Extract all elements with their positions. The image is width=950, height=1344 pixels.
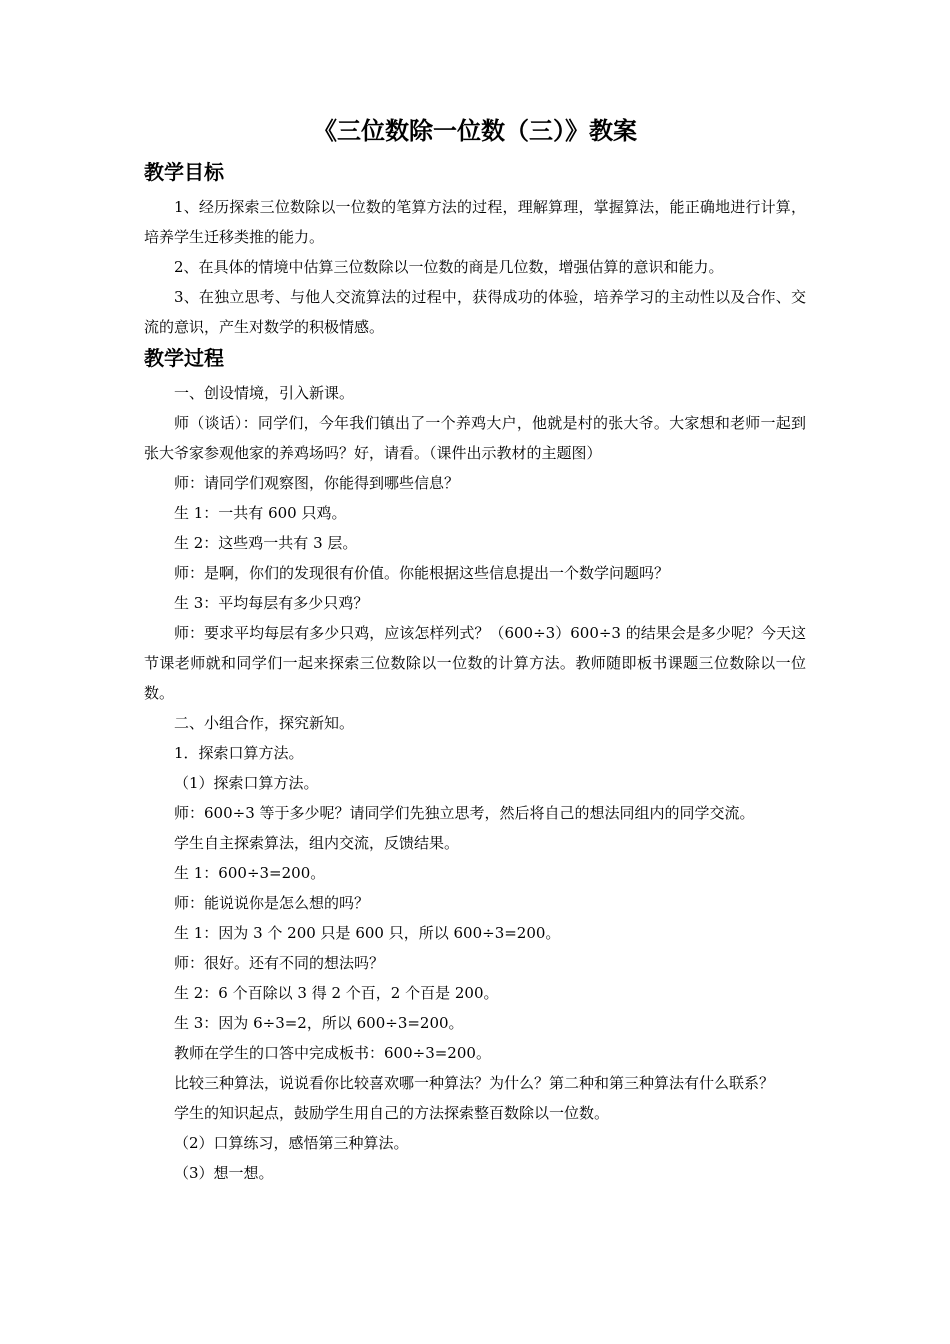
paragraph: 一、创设情境，引入新课。 — [174, 384, 355, 402]
paragraph: 1、经历探索三位数除以一位数的笔算方法的过程，理解算理，掌握算法，能正确地进行计算，培养学生迁移类推的能力。 — [144, 198, 806, 246]
paragraph: 生 1：600÷3=200。 — [174, 864, 326, 882]
paragraph: 二、小组合作，探究新知。 — [174, 714, 355, 732]
paragraph: 生 3：因为 6÷3=2，所以 600÷3=200。 — [174, 1014, 464, 1032]
section-heading-objectives: 教学目标 — [144, 160, 224, 184]
section-heading-process: 教学过程 — [144, 346, 224, 370]
document-page — [144, 112, 806, 1188]
paragraph: 师（谈话）：同学们，今年我们镇出了一个养鸡大户，他就是村的张大爷。大家想和老师一起到张大爷家参观他家的养鸡场吗？好，请看。（课件出示教材的主题图） — [144, 414, 806, 462]
paragraph: （2）口算练习，感悟第三种算法。 — [174, 1134, 409, 1152]
paragraph: 师：600÷3 等于多少呢？请同学们先独立思考，然后将自己的想法同组内的同学交流。 — [174, 804, 755, 822]
paragraph: 生 1：一共有 600 只鸡。 — [174, 504, 347, 522]
paragraph: 生 2：6 个百除以 3 得 2 个百，2 个百是 200。 — [174, 984, 499, 1002]
paragraph: 师：很好。还有不同的想法吗？ — [174, 954, 385, 972]
paragraph: 3、在独立思考、与他人交流算法的过程中，获得成功的体验，培养学习的主动性以及合作、交流的意识，产生对数学的积极情感。 — [144, 288, 806, 336]
paragraph: 师：能说说你是怎么想的吗？ — [174, 894, 370, 912]
paragraph: 1．探索口算方法。 — [174, 744, 304, 762]
paragraph: 师：请同学们观察图，你能得到哪些信息？ — [174, 474, 460, 492]
paragraph: 2、在具体的情境中估算三位数除以一位数的商是几位数，增强估算的意识和能力。 — [174, 258, 724, 276]
paragraph: 生 3：平均每层有多少只鸡？ — [174, 594, 369, 612]
paragraph: 生 1：因为 3 个 200 只是 600 只，所以 600÷3=200。 — [174, 924, 561, 942]
paragraph: 师：是啊，你们的发现很有价值。你能根据这些信息提出一个数学问题吗？ — [174, 564, 670, 582]
paragraph: 学生自主探索算法，组内交流，反馈结果。 — [174, 834, 460, 852]
paragraph: （1）探索口算方法。 — [174, 774, 319, 792]
document-title: 《三位数除一位数（三）》教案 — [313, 117, 637, 145]
paragraph: 学生的知识起点，鼓励学生用自己的方法探索整百数除以一位数。 — [174, 1104, 610, 1122]
paragraph: 生 2：这些鸡一共有 3 层。 — [174, 534, 358, 552]
paragraph: 教师在学生的口答中完成板书：600÷3=200。 — [174, 1044, 491, 1062]
paragraph: （3）想一想。 — [174, 1164, 274, 1182]
paragraph: 比较三种算法，说说看你比较喜欢哪一种算法？为什么？第二种和第三种算法有什么联系？ — [174, 1074, 775, 1092]
paragraph: 师：要求平均每层有多少只鸡，应该怎样列式？（600÷3）600÷3 的结果会是多少呢？今天这节课老师就和同学们一起来探索三位数除以一位数的计算方法。教师随即板书课题三位数除以一位数。 — [144, 624, 806, 702]
